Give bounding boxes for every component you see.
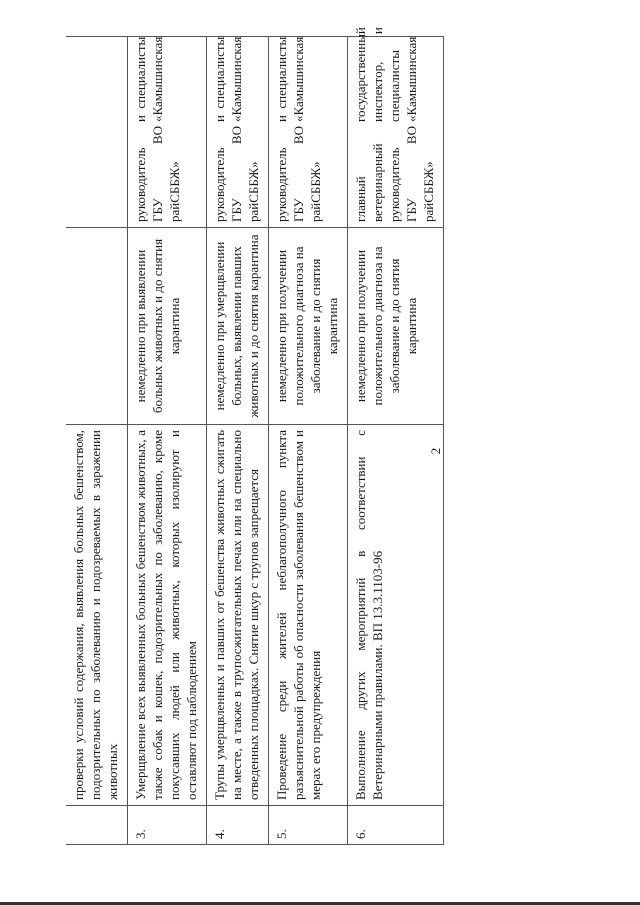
measure-description: проверки условий содержания, выявления больных бешенством, подозрительных по заболеванию и подозреваемых в заражении животных xyxy=(66,425,128,806)
measure-responsible xyxy=(269,37,348,228)
responsible-secondary: и специалисты «Камышинская xyxy=(133,36,165,122)
responsible-primary: руководитель ГБУ ВО райСББЖ» xyxy=(212,126,261,222)
table-row xyxy=(269,37,348,845)
measure-responsible xyxy=(207,37,269,228)
measure-term: немедленно при получении положительного диагноза на заболевание и до снятия карантина xyxy=(348,228,444,425)
measure-description: Трупы умерщвленных и павших от бешенства животных сжигать на месте, а также в трупосжигательных печах или на специально отведенных площадках. Снятие шкур с трупов запрещается xyxy=(207,425,269,806)
measure-term: немедленно при выявлении больных животных и до снятия карантина xyxy=(128,228,207,425)
measure-term: немедленно при получении положительного диагноза на заболевание и до снятия карантина xyxy=(269,228,348,425)
row-number xyxy=(66,806,128,845)
measure-responsible xyxy=(348,27,444,228)
responsible-secondary: государственный инспектор, и специалисты «Камышинская xyxy=(353,27,419,122)
table-row xyxy=(348,37,444,845)
measure-description: Умерщвление всех выявленных больных бешенством животных, а также собак и кошек, подозрительных по заболеванию, кроме покусавших людей или животных, которых изолируют и оставляют под наблюдением xyxy=(128,425,207,806)
page-number: 2 xyxy=(428,447,443,455)
table-row xyxy=(66,37,128,845)
row-number: 5. xyxy=(269,806,348,845)
measures-table xyxy=(66,27,444,845)
responsible-secondary: и специалисты «Камышинская xyxy=(274,36,306,122)
measure-responsible xyxy=(66,37,128,228)
table-row xyxy=(207,37,269,845)
measure-description: Проведение среди жителей неблагополучного пункта разъяснительной работы об опасности заболевания бешенством и мерах его предупреждения xyxy=(269,425,348,806)
measure-term xyxy=(66,228,128,425)
responsible-secondary: и специалисты «Камышинская xyxy=(212,36,244,122)
row-number: 4. xyxy=(207,806,269,845)
row-number: 6. xyxy=(348,806,444,845)
measure-responsible xyxy=(128,37,207,228)
responsible-primary: руководитель ГБУ ВО райСББЖ» xyxy=(133,126,182,222)
row-number: 3. xyxy=(128,806,207,845)
measure-description: Выполнение других мероприятий в соответствии с Ветеринарными правилами. ВП 13.3.1103-96 xyxy=(348,425,444,806)
measure-term: немедленно при умерщвлении больных, выявлении павших животных и до снятия карантина xyxy=(207,228,269,425)
responsible-primary: главный ветеринарный руководитель ГБУ ВО райСББЖ» xyxy=(353,126,436,222)
table-row xyxy=(128,37,207,845)
responsible-primary: руководитель ГБУ ВО райСББЖ» xyxy=(274,126,323,222)
